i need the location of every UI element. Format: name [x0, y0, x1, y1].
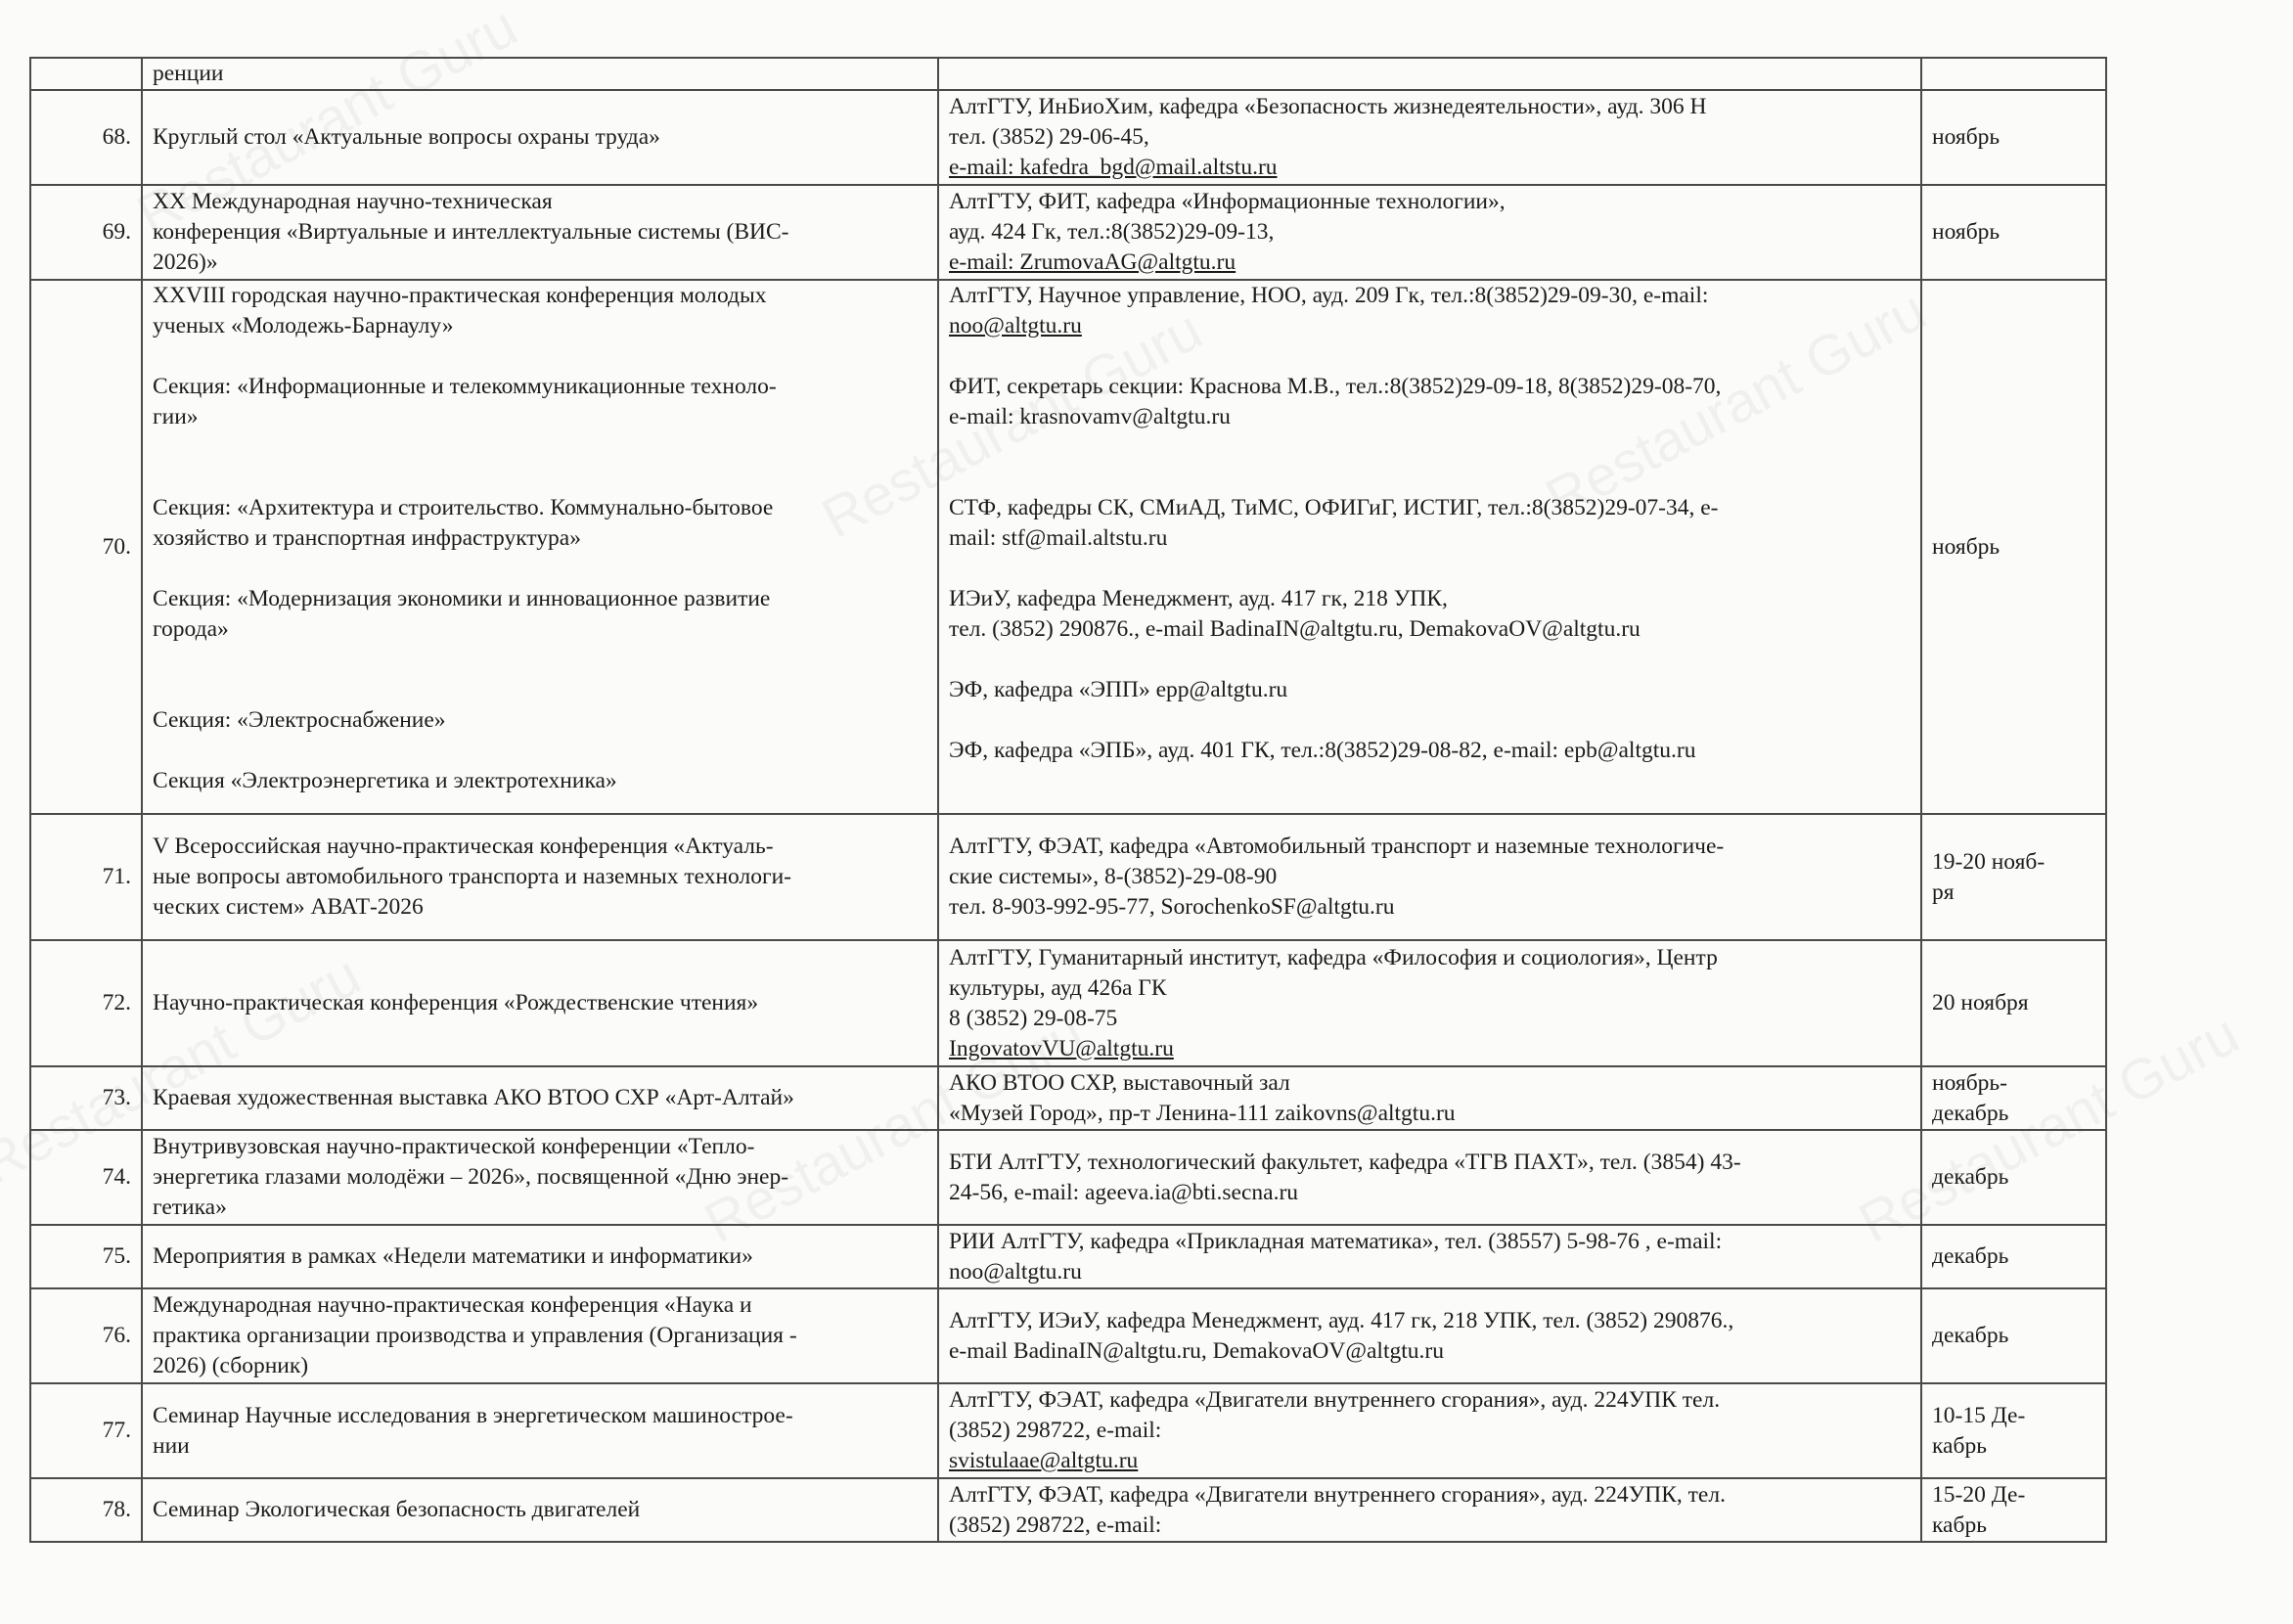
- contact-text: ауд. 424 Гк, тел.:8(3852)29-09-13,: [949, 219, 1275, 245]
- event-text: энергетика глазами молодёжи – 2026», посвященной «Дню энер-: [153, 1164, 789, 1190]
- table-row: [30, 280, 2106, 814]
- contact-text: «Музей Город», пр-т Ленина-111 zaikovns@altgtu.ru: [949, 1100, 1456, 1126]
- contact-text: ИЭиУ, кафедра Менеджмент, ауд. 417 гк, 218 УПК,: [949, 586, 1448, 611]
- contact-text: АлтГТУ, Гуманитарный институт, кафедра «Философия и социология», Центр: [949, 944, 1718, 970]
- contact-text: тел. (3852) 290876., e-mail BadinaIN@altgtu.ru, DemakovaOV@altgtu.ru: [949, 616, 1641, 642]
- contact-cell: [938, 1066, 1921, 1130]
- row-number: 73.: [30, 1066, 142, 1130]
- date-cell: [1921, 1383, 2106, 1478]
- contact-text: e-mail BadinaIN@altgtu.ru, DemakovaOV@altgtu.ru: [949, 1337, 1444, 1364]
- date-cell: [1921, 940, 2106, 1066]
- date-text: ря: [1932, 879, 1955, 905]
- event-text: практика организации производства и управления (Организация -: [153, 1323, 797, 1348]
- event-text: Краевая художественная выставка АКО ВТОО СХР «Арт-Алтай»: [153, 1085, 794, 1110]
- contact-text: ЭФ, кафедра «ЭПБ», ауд. 401 ГК, тел.:8(3852)29-08-82, e-mail: epb@altgtu.ru: [949, 738, 1696, 763]
- event-text: Международная научно-практическая конференция «Наука и: [153, 1292, 752, 1318]
- date-text: ноябрь-: [1932, 1069, 2007, 1096]
- date-cell: [1921, 1066, 2106, 1130]
- date-cell: [1921, 58, 2106, 90]
- date-text: ноябрь: [1932, 219, 2001, 245]
- table-row: [30, 1288, 2106, 1383]
- contact-text: ЭФ, кафедра «ЭПП» epp@altgtu.ru: [949, 677, 1288, 702]
- date-cell: [1921, 280, 2106, 814]
- table-row: [30, 90, 2106, 185]
- contact-cell: [938, 814, 1921, 940]
- email-link[interactable]: svistulaae@altgtu.ru: [949, 1448, 1139, 1473]
- row-number: 68.: [30, 90, 142, 185]
- row-number: 76.: [30, 1288, 142, 1383]
- date-text: кабрь: [1932, 1511, 1987, 1538]
- section-text: города»: [153, 616, 229, 642]
- row-number: 69.: [30, 185, 142, 280]
- date-text: 19-20 нояб-: [1932, 848, 2046, 875]
- email-link[interactable]: IngovatovVU@altgtu.ru: [949, 1035, 1174, 1061]
- row-number: 72.: [30, 940, 142, 1066]
- event-text: конференция «Виртуальные и интеллектуальные системы (ВИС-: [153, 219, 789, 245]
- contact-text: АлтГТУ, ФЭАТ, кафедра «Автомобильный транспорт и наземные технологиче-: [949, 834, 1725, 859]
- contact-text: тел. (3852) 29-06-45,: [949, 124, 1149, 150]
- event-text: ческих систем» АВАТ-2026: [153, 894, 424, 920]
- event-text: Мероприятия в рамках «Недели математики и информатики»: [153, 1243, 753, 1269]
- contact-cell: [938, 185, 1921, 280]
- contact-text: культуры, ауд 426а ГК: [949, 974, 1167, 1001]
- event-text: ученых «Молодежь-Барнаулу»: [153, 313, 454, 338]
- event-cell: [142, 1066, 938, 1130]
- contact-text: mail: stf@mail.altstu.ru: [949, 525, 1168, 551]
- table-row: [30, 1130, 2106, 1225]
- contact-cell: [938, 1130, 1921, 1225]
- contact-text: e-mail: krasnovamv@altgtu.ru: [949, 404, 1231, 429]
- date-text: декабрь: [1932, 1323, 2009, 1348]
- table-row: [30, 1066, 2106, 1130]
- event-text: Научно-практическая конференция «Рождественские чтения»: [153, 990, 759, 1015]
- table-row: [30, 1478, 2106, 1542]
- date-cell: [1921, 1130, 2106, 1225]
- contact-text: noo@altgtu.ru: [949, 1258, 1082, 1285]
- table-row: [30, 185, 2106, 280]
- date-cell: [1921, 814, 2106, 940]
- contact-cell: [938, 1478, 1921, 1542]
- date-text: кабрь: [1932, 1432, 1987, 1459]
- contact-text: АлтГТУ, ФЭАТ, кафедра «Двигатели внутреннего сгорания», ауд. 224УПК, тел.: [949, 1481, 1726, 1508]
- section-text: Секция: «Архитектура и строительство. Коммунально-бытовое: [153, 495, 774, 520]
- contact-cell: [938, 1383, 1921, 1478]
- event-cell: [142, 1225, 938, 1288]
- events-table: [29, 57, 2107, 1543]
- contact-cell: [938, 1225, 1921, 1288]
- event-cell: [142, 280, 938, 814]
- section-text: Секция: «Электроснабжение»: [153, 707, 446, 733]
- event-cell: [142, 940, 938, 1066]
- date-text: декабрь: [1932, 1100, 2009, 1126]
- date-text: 15-20 Де-: [1932, 1481, 2026, 1508]
- table-row: [30, 814, 2106, 940]
- contact-cell: [938, 940, 1921, 1066]
- contact-text: АлтГТУ, ИЭиУ, кафедра Менеджмент, ауд. 417 гк, 218 УПК, тел. (3852) 290876.,: [949, 1307, 1734, 1333]
- row-number: 75.: [30, 1225, 142, 1288]
- table-row: [30, 1225, 2106, 1288]
- event-text: ренции: [153, 61, 224, 86]
- section-text: гии»: [153, 404, 199, 429]
- event-cell: [142, 1478, 938, 1542]
- event-cell: [142, 814, 938, 940]
- contact-text: ФИТ, секретарь секции: Краснова М.В., тел.:8(3852)29-09-18, 8(3852)29-08-70,: [949, 374, 1722, 399]
- event-text: 2026)»: [153, 249, 218, 275]
- contact-text: АлтГТУ, ФЭАТ, кафедра «Двигатели внутреннего сгорания», ауд. 224УПК тел.: [949, 1387, 1721, 1413]
- email-link[interactable]: noo@altgtu.ru: [949, 313, 1082, 338]
- date-text: декабрь: [1932, 1164, 2009, 1190]
- contact-text: СТФ, кафедры СК, СМиАД, ТиМС, ОФИГиГ, ИСТИГ, тел.:8(3852)29-07-34, e-: [949, 495, 1719, 520]
- contact-cell: [938, 90, 1921, 185]
- contact-text: ские системы», 8-(3852)-29-08-90: [949, 864, 1278, 889]
- event-cell: [142, 58, 938, 90]
- contact-text: 8 (3852) 29-08-75: [949, 1005, 1118, 1031]
- event-text: XXVIII городская научно-практическая конференция молодых: [153, 283, 767, 308]
- date-cell: [1921, 90, 2106, 185]
- date-text: ноябрь: [1932, 533, 2001, 560]
- section-text: Секция: «Информационные и телекоммуникационные техноло-: [153, 374, 777, 399]
- event-cell: [142, 1288, 938, 1383]
- contact-text: 24-56, e-mail: ageeva.ia@bti.secna.ru: [949, 1179, 1299, 1205]
- table-row: [30, 1383, 2106, 1478]
- date-cell: [1921, 185, 2106, 280]
- table-row: [30, 940, 2106, 1066]
- section-text: хозяйство и транспортная инфраструктура»: [153, 525, 581, 551]
- date-text: 20 ноября: [1932, 990, 2029, 1015]
- date-cell: [1921, 1478, 2106, 1542]
- row-number: 77.: [30, 1383, 142, 1478]
- event-cell: [142, 185, 938, 280]
- event-text: Семинар Экологическая безопасность двигателей: [153, 1497, 641, 1522]
- event-text: 2026) (сборник): [153, 1353, 309, 1378]
- date-cell: [1921, 1225, 2106, 1288]
- contact-text: тел. 8-903-992-95-77, SorochenkoSF@altgtu.ru: [949, 894, 1395, 920]
- contact-text: АлтГТУ, ФИТ, кафедра «Информационные технологии»,: [949, 189, 1506, 214]
- event-cell: [142, 1130, 938, 1225]
- event-text: нии: [153, 1432, 190, 1459]
- row-number: 78.: [30, 1478, 142, 1542]
- event-text: ные вопросы автомобильного транспорта и наземных технологи-: [153, 864, 791, 889]
- event-text: XX Международная научно-техническая: [153, 189, 553, 214]
- contact-cell: [938, 58, 1921, 90]
- row-number: 71.: [30, 814, 142, 940]
- date-text: ноябрь: [1932, 124, 2001, 150]
- event-text: V Всероссийская научно-практическая конференция «Актуаль-: [153, 834, 774, 859]
- email-link[interactable]: e-mail: ZrumovaAG@altgtu.ru: [949, 249, 1236, 275]
- contact-text: БТИ АлтГТУ, технологический факультет, кафедра «ТГВ ПАХТ», тел. (3854) 43-: [949, 1149, 1741, 1175]
- contact-text: (3852) 298722, e-mail:: [949, 1418, 1162, 1443]
- table-row: [30, 58, 2106, 90]
- date-text: 10-15 Де-: [1932, 1402, 2026, 1428]
- event-text: Круглый стол «Актуальные вопросы охраны труда»: [153, 124, 660, 150]
- contact-text: АлтГТУ, ИнБиоХим, кафедра «Безопасность жизнедеятельности», ауд. 306 Н: [949, 94, 1707, 119]
- section-text: Секция: «Модернизация экономики и инновационное развитие: [153, 586, 771, 611]
- event-cell: [142, 90, 938, 185]
- section-text: Секция «Электроэнергетика и электротехника»: [153, 768, 617, 793]
- contact-text: (3852) 298722, e-mail:: [949, 1511, 1162, 1538]
- contact-cell: [938, 1288, 1921, 1383]
- event-text: Внутривузовская научно-практической конференции «Тепло-: [153, 1134, 755, 1159]
- date-cell: [1921, 1288, 2106, 1383]
- contact-text: АлтГТУ, Научное управление, НОО, ауд. 209 Гк, тел.:8(3852)29-09-30, e-mail:: [949, 283, 1709, 308]
- contact-text: РИИ АлтГТУ, кафедра «Прикладная математика», тел. (38557) 5-98-76 , e-mail:: [949, 1228, 1723, 1254]
- event-cell: [142, 1383, 938, 1478]
- contact-text: АКО ВТОО СХР, выставочный зал: [949, 1069, 1290, 1096]
- email-link[interactable]: e-mail: kafedra_bgd@mail.altstu.ru: [949, 155, 1278, 180]
- row-number: [30, 58, 142, 90]
- event-text: Семинар Научные исследования в энергетическом машинострое-: [153, 1402, 793, 1428]
- row-number: 70.: [30, 280, 142, 814]
- date-text: декабрь: [1932, 1243, 2009, 1269]
- row-number: 74.: [30, 1130, 142, 1225]
- event-text: гетика»: [153, 1195, 227, 1220]
- contact-cell: [938, 280, 1921, 814]
